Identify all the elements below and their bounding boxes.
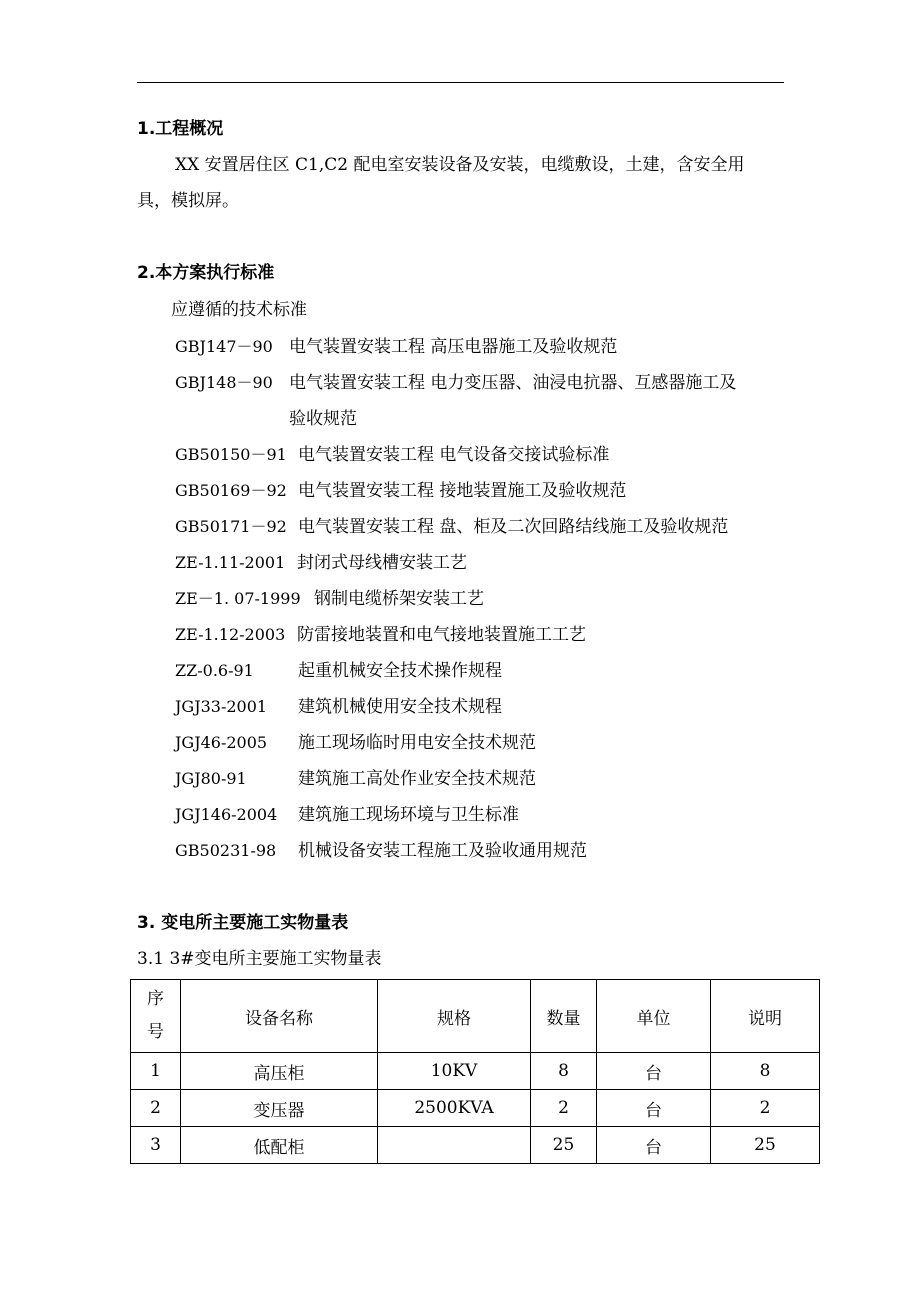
standard-desc: 电气装置安装工程 电气设备交接试验标准 [298,445,610,465]
standard-code: GBJ147－90 [175,337,273,356]
top-rule [137,82,784,83]
standard-desc: 钢制电缆桥架安装工艺 [314,589,484,609]
cell-unit: 台 [597,1053,711,1090]
standard-code: JGJ33-2001 [175,697,268,716]
cell-spec: 2500KVA [378,1090,531,1127]
cell-spec: 10KV [378,1053,531,1090]
standard-desc: 建筑施工高处作业安全技术规范 [298,769,536,789]
cell-note: 8 [711,1053,820,1090]
table-row [131,1127,820,1164]
cell-note: 25 [711,1127,820,1164]
header-unit: 单位 [597,980,711,1053]
cell-index: 2 [131,1090,181,1127]
header-quantity: 数量 [531,980,597,1053]
standard-code: GB50171－92 [175,517,287,536]
cell-unit: 台 [597,1127,711,1164]
standard-code: GBJ148－90 [175,373,273,392]
standard-code: JGJ80-91 [175,769,247,788]
standard-code: JGJ46-2005 [175,733,268,752]
standard-desc: 电气装置安装工程 电力变压器、油浸电抗器、互感器施工及 [289,373,737,393]
cell-spec [378,1127,531,1164]
standard-code: GB50231-98 [175,841,277,860]
standard-desc: 建筑施工现场环境与卫生标准 [298,805,519,825]
standard-desc: 封闭式母线槽安装工艺 [297,553,467,573]
standard-code: JGJ146-2004 [175,805,278,824]
cell-quantity: 2 [531,1090,597,1127]
header-note: 说明 [711,980,820,1053]
section-3-title: 3. 变电所主要施工实物量表 [137,913,349,933]
cell-equipment-name: 高压柜 [181,1053,378,1090]
cell-note: 2 [711,1090,820,1127]
standard-desc: 机械设备安装工程施工及验收通用规范 [298,841,587,861]
cell-equipment-name: 变压器 [181,1090,378,1127]
standard-code: ZE－1. 07-1999 [175,589,301,608]
cell-unit: 台 [597,1090,711,1127]
standard-code: GB50169－92 [175,481,287,500]
standard-desc: 防雷接地装置和电气接地装置施工工艺 [297,625,586,645]
quantity-table [130,979,820,1164]
table-row [131,1090,820,1127]
standard-code: GB50150－91 [175,445,287,464]
standard-code: ZE-1.12-2003 [175,625,286,644]
standard-desc: 起重机械安全技术操作规程 [298,661,502,681]
section-1-title: 1.工程概况 [137,119,224,139]
standard-desc: 电气装置安装工程 盘、柜及二次回路结线施工及验收规范 [298,517,729,537]
cell-equipment-name: 低配柜 [181,1127,378,1164]
standard-desc: 电气装置安装工程 高压电器施工及验收规范 [289,337,618,357]
standard-code: ZZ-0.6-91 [175,661,254,680]
standards-intro: 应遵循的技术标准 [171,300,307,320]
header-equipment-name: 设备名称 [181,980,378,1053]
cell-index: 1 [131,1053,181,1090]
table-header-row [131,980,820,1053]
standard-desc: 电气装置安装工程 接地装置施工及验收规范 [298,481,627,501]
standard-desc: 建筑机械使用安全技术规程 [298,697,502,717]
cell-quantity: 25 [531,1127,597,1164]
section-2-title: 2.本方案执行标准 [137,263,275,283]
table-row [131,1053,820,1090]
table-caption: 3.1 3#变电所主要施工实物量表 [137,949,382,969]
standard-code: ZE-1.11-2001 [175,553,286,572]
cell-index: 3 [131,1127,181,1164]
standard-desc: 施工现场临时用电安全技术规范 [298,733,536,753]
standard-desc-continued: 验收规范 [289,409,357,429]
section-1-body-line1: XX 安置居住区 C1,C2 配电室安装设备及安装，电缆敷设，土建，含安全用 [175,155,745,175]
header-index: 序 号 [131,980,181,1053]
header-spec: 规格 [378,980,531,1053]
section-1-body-line2: 具，模拟屏。 [137,191,239,211]
cell-quantity: 8 [531,1053,597,1090]
